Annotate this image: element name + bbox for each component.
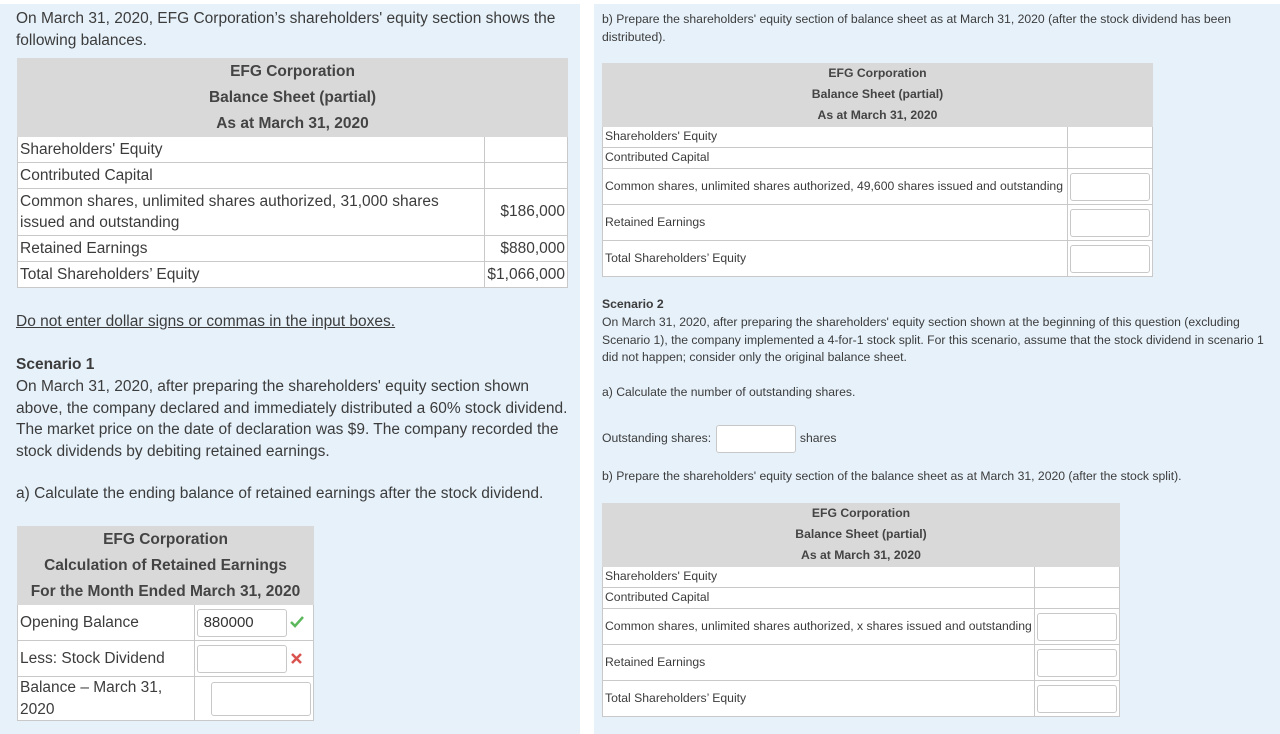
scenario-2-text: On March 31, 2020, after preparing the shareholders' equity section shown at the beginning of this question (excluding Scenario 1), the company implemented a 4-for-1 stock split. For this scenario, assume that the stock dividend in scenario 1 did not happen; consider only the original balance sheet. [602, 315, 1264, 364]
row-stock-dividend: Less: Stock Dividend [18, 641, 195, 677]
ending-balance-input[interactable] [211, 682, 311, 716]
x-icon [291, 653, 302, 664]
re-company-name: EFG Corporation [18, 527, 314, 553]
row-opening-balance: Opening Balance [18, 605, 195, 641]
bs2-common-shares-input[interactable] [1070, 173, 1150, 201]
outstanding-shares-input[interactable] [716, 425, 796, 453]
outstanding-shares-unit: shares [799, 431, 837, 445]
row-ending-balance: Balance – March 31, 2020 [18, 677, 195, 721]
row-shareholders-equity: Shareholders' Equity [18, 137, 485, 163]
original-balance-sheet [17, 58, 568, 288]
bs3-row-contributed-capital: Contributed Capital [603, 588, 1035, 609]
retained-earnings-calculation [17, 526, 314, 721]
balance-sheet-after-dividend [602, 63, 1153, 277]
row-contributed-capital: Contributed Capital [18, 163, 485, 189]
bs3-common-shares-input[interactable] [1037, 613, 1117, 641]
re-title: Calculation of Retained Earnings [18, 553, 314, 579]
bs2-row-common-shares: Common shares, unlimited shares authorized, 49,600 shares issued and outstanding [603, 169, 1068, 205]
left-panel [0, 4, 580, 734]
bs3-total-equity-input[interactable] [1037, 685, 1117, 713]
bs3-date: As at March 31, 2020 [603, 546, 1120, 567]
right-panel [594, 4, 1280, 734]
retained-earnings-value: $880,000 [485, 236, 568, 262]
check-icon [290, 616, 304, 628]
bs3-row-shareholders-equity: Shareholders' Equity [603, 567, 1035, 588]
bs2-row-contributed-capital: Contributed Capital [603, 148, 1068, 169]
bs2-date: As at March 31, 2020 [603, 106, 1153, 127]
statement-title: Balance Sheet (partial) [18, 85, 568, 111]
bs3-company-name: EFG Corporation [603, 504, 1120, 525]
bs3-row-total-equity: Total Shareholders’ Equity [603, 681, 1035, 717]
bs3-row-retained-earnings: Retained Earnings [603, 645, 1035, 681]
bs2-company-name: EFG Corporation [603, 64, 1153, 85]
scenario-1-title: Scenario 1 [16, 356, 95, 373]
bs2-row-total-equity: Total Shareholders’ Equity [603, 241, 1068, 277]
question-b: b) Prepare the shareholders' equity section of balance sheet as at March 31, 2020 (after the stock dividend has been distributed). [602, 12, 1232, 44]
row-common-shares: Common shares, unlimited shares authorized, 31,000 shares issued and outstanding [18, 189, 485, 236]
question-a2: a) Calculate the number of outstanding shares. [602, 385, 856, 399]
opening-balance-input[interactable] [197, 609, 287, 637]
row-retained-earnings: Retained Earnings [18, 236, 485, 262]
scenario-2-title: Scenario 2 [602, 297, 664, 311]
bs2-row-retained-earnings: Retained Earnings [603, 205, 1068, 241]
balance-sheet-after-split [602, 503, 1120, 717]
intro-text: On March 31, 2020, EFG Corporation’s shareholders' equity section shows the following balances. [16, 10, 556, 49]
common-shares-value: $186,000 [485, 189, 568, 236]
bs2-row-shareholders-equity: Shareholders' Equity [603, 127, 1068, 148]
bs2-total-equity-input[interactable] [1070, 245, 1150, 273]
re-period: For the Month Ended March 31, 2020 [18, 579, 314, 605]
question-b2: b) Prepare the shareholders' equity section of the balance sheet as at March 31, 2020 (after the stock split). [602, 469, 1182, 483]
company-name: EFG Corporation [18, 59, 568, 85]
statement-date: As at March 31, 2020 [18, 111, 568, 137]
row-total-equity: Total Shareholders’ Equity [18, 262, 485, 288]
question-a: a) Calculate the ending balance of retained earnings after the stock dividend. [16, 485, 544, 502]
outstanding-shares-label: Outstanding shares: [602, 431, 712, 445]
scenario-1-text: On March 31, 2020, after preparing the shareholders' equity section shown above, the company declared and immediately distributed a 60% stock dividend. The market price on the date of declaration was $9. The company recorded the stock dividends by debiting retained earnings. [16, 378, 568, 460]
bs3-title: Balance Sheet (partial) [603, 525, 1120, 546]
bs3-row-common-shares: Common shares, unlimited shares authorized, x shares issued and outstanding [603, 609, 1035, 645]
bs3-retained-earnings-input[interactable] [1037, 649, 1117, 677]
total-equity-value: $1,066,000 [485, 262, 568, 288]
stock-dividend-input[interactable] [197, 645, 287, 673]
bs2-retained-earnings-input[interactable] [1070, 209, 1150, 237]
bs2-title: Balance Sheet (partial) [603, 85, 1153, 106]
outstanding-shares-row [602, 424, 836, 453]
input-note: Do not enter dollar signs or commas in the input boxes. [16, 313, 396, 330]
